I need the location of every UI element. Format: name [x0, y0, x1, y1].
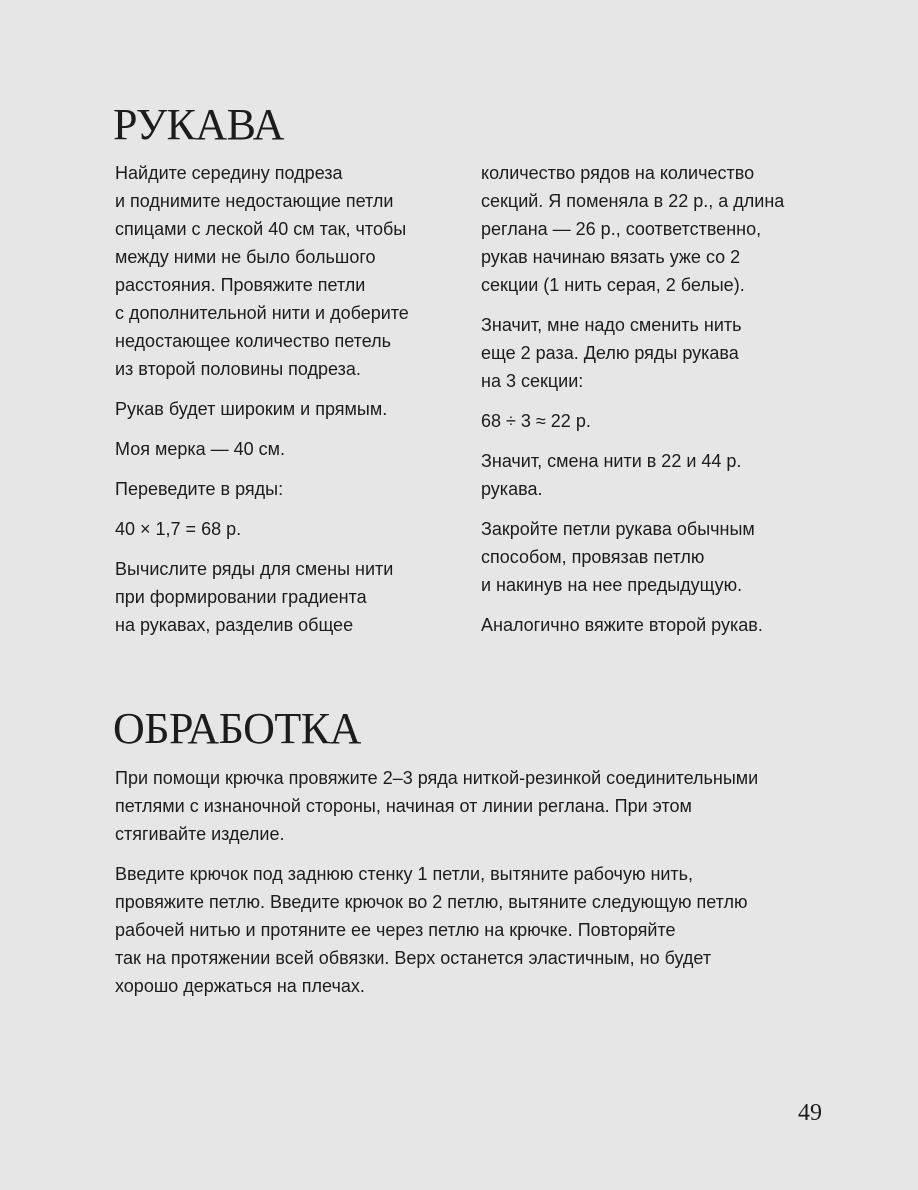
- paragraph: количество рядов на количество секций. Я поменяла в 22 р., а длина реглана — 26 р., соответственно, рукав начинаю вязать уже со 2 секции (1 нить серая, 2 белые).: [481, 163, 785, 295]
- paragraph: При помощи крючка провяжите 2–3 ряда ниткой-резинкой соединительными петлями с изнаночной стороны, начиная от линии реглана. При этом стягивайте изделие.: [115, 768, 759, 844]
- sleeves-right-column: [481, 159, 821, 651]
- paragraph: Введите крючок под заднюю стенку 1 петли, вытяните рабочую нить, провяжите петлю. Введите крючок во 2 петлю, вытяните следующую петлю рабочей нитью и протяните ее через петлю на крючке. Повторяйте так на протяжении всей обвязки. Верх останется эластичным, но будет хорошо держаться на плечах.: [115, 864, 748, 996]
- page-number: 49: [798, 1100, 822, 1126]
- paragraph: Найдите середину подреза и поднимите недостающие петли спицами с леской 40 см так, чтобы между ними не было большого расстояния. Провяжите петли с дополнительной нити и доберите недостающее количество петель из второй половины подреза.: [115, 163, 409, 379]
- section-title-finishing: ОБРАБОТКА: [113, 704, 361, 753]
- sleeves-left-column: [115, 159, 455, 651]
- paragraph: Значит, смена нити в 22 и 44 р. рукава.: [481, 451, 742, 499]
- paragraph: Рукав будет широким и прямым.: [115, 399, 388, 419]
- paragraph: Моя мерка — 40 см.: [115, 439, 286, 459]
- section-title-sleeves: РУКАВА: [113, 100, 285, 149]
- paragraph: Закройте петли рукава обычным способом, провязав петлю и накинув на нее предыдущую.: [481, 519, 755, 595]
- finishing-body: [115, 764, 815, 1012]
- paragraph: Значит, мне надо сменить нить еще 2 раза. Делю ряды рукава на 3 секции:: [481, 315, 742, 391]
- paragraph: 68 ÷ 3 ≈ 22 р.: [481, 411, 591, 431]
- paragraph: Переведите в ряды:: [115, 479, 284, 499]
- paragraph: Вычислите ряды для смены нити при формировании градиента на рукавах, разделив общее: [115, 559, 394, 635]
- paragraph: 40 × 1,7 = 68 р.: [115, 519, 242, 539]
- paragraph: Аналогично вяжите второй рукав.: [481, 615, 763, 635]
